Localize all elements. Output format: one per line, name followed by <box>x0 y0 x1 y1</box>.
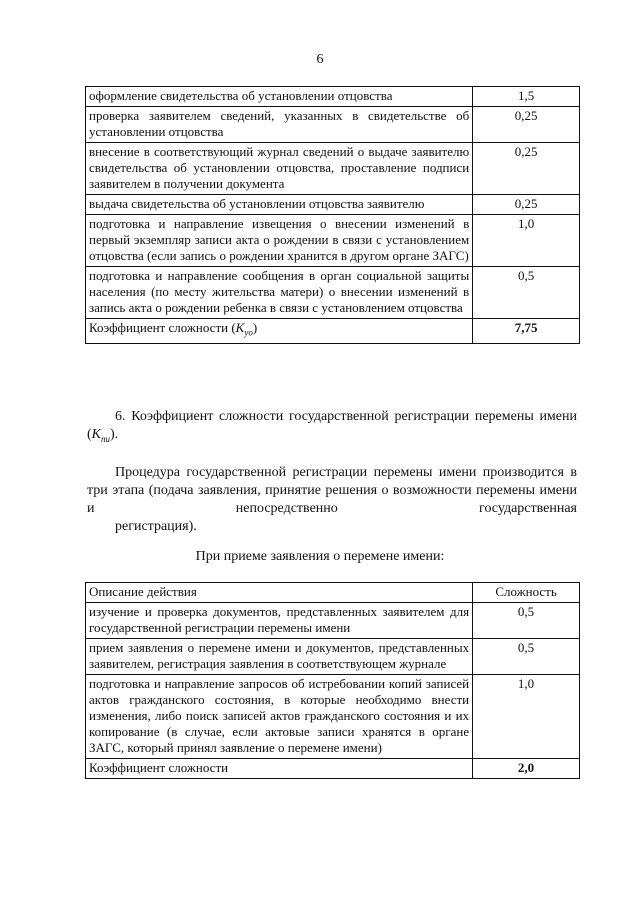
column-header-complexity: Сложность <box>473 583 580 603</box>
complexity-value: 0,25 <box>473 143 580 195</box>
total-row <box>86 319 580 344</box>
table-row <box>86 107 580 143</box>
table-row <box>86 675 580 759</box>
complexity-value: 1,0 <box>473 675 580 759</box>
total-value: 2,0 <box>473 759 580 779</box>
table-header-row <box>86 583 580 603</box>
complexity-table-name-change <box>85 582 580 779</box>
table-row <box>86 603 580 639</box>
complexity-table-paternity <box>85 86 580 344</box>
action-description: подготовка и направление сообщения в орган социальной защиты населения (по месту жительства матери) о внесении изменений в запись акта о рождении ребенка в связи с установлением отцовства <box>86 267 473 319</box>
action-description: изучение и проверка документов, представленных заявителем для государственной регистрации перемены имени <box>86 603 473 639</box>
complexity-value: 0,5 <box>473 267 580 319</box>
complexity-value: 0,25 <box>473 107 580 143</box>
complexity-value: 1,5 <box>473 87 580 107</box>
complexity-value: 0,5 <box>473 603 580 639</box>
total-row <box>86 759 580 779</box>
section-6-paragraph: 6. Коэффициент сложности государственной регистрации перемены имени $(K_{пи})$. <box>87 409 577 444</box>
total-label: Коэффициент сложности <box>86 759 473 779</box>
table-row <box>86 215 580 267</box>
action-description: проверка заявителем сведений, указанных в свидетельстве об установлении отцовства <box>86 107 473 143</box>
action-description: прием заявления о перемене имени и документов, представленных заявителем, регистрация заявления в соответствующем журнале <box>86 639 473 675</box>
table-row <box>86 639 580 675</box>
page-number: 6 <box>316 52 324 67</box>
total-value: 7,75 <box>473 319 580 344</box>
table-row <box>86 143 580 195</box>
complexity-value: 0,25 <box>473 195 580 215</box>
action-description: подготовка и направление запросов об истребовании копий записей актов гражданского состояния, в которые необходимо внести изменения, либо поиск записей актов гражданского состояния и их копирование (в случае, если актовые записи хранятся в органе ЗАГС, который принял заявление о перемене имени) <box>86 675 473 759</box>
action-description: оформление свидетельства об установлении отцовства <box>86 87 473 107</box>
procedure-paragraph: Процедура государственной регистрации перемены имени производится в три этапа (подача заявления, принятие решения о возможности перемены имени и непосредственно государственная регистрация). <box>87 465 577 534</box>
table-row <box>86 267 580 319</box>
complexity-value: 0,5 <box>473 639 580 675</box>
table-row <box>86 195 580 215</box>
complexity-value: 1,0 <box>473 215 580 267</box>
subheading: При приеме заявления о перемене имени: <box>195 549 445 564</box>
total-label: Коэффициент сложности $(K_{уо})$ <box>86 319 473 344</box>
action-description: внесение в соответствующий журнал сведений о выдаче заявителю свидетельства об установлении отцовства, проставление подписи заявителем в получении документа <box>86 143 473 195</box>
table-row <box>86 87 580 107</box>
action-description: подготовка и направление извещения о внесении изменений в первый экземпляр записи акта о рождении в связи с установлением отцовства (если запись о рождении хранится в другом органе ЗАГС) <box>86 215 473 267</box>
column-header-description: Описание действия <box>86 583 473 603</box>
action-description: выдача свидетельства об установлении отцовства заявителю <box>86 195 473 215</box>
